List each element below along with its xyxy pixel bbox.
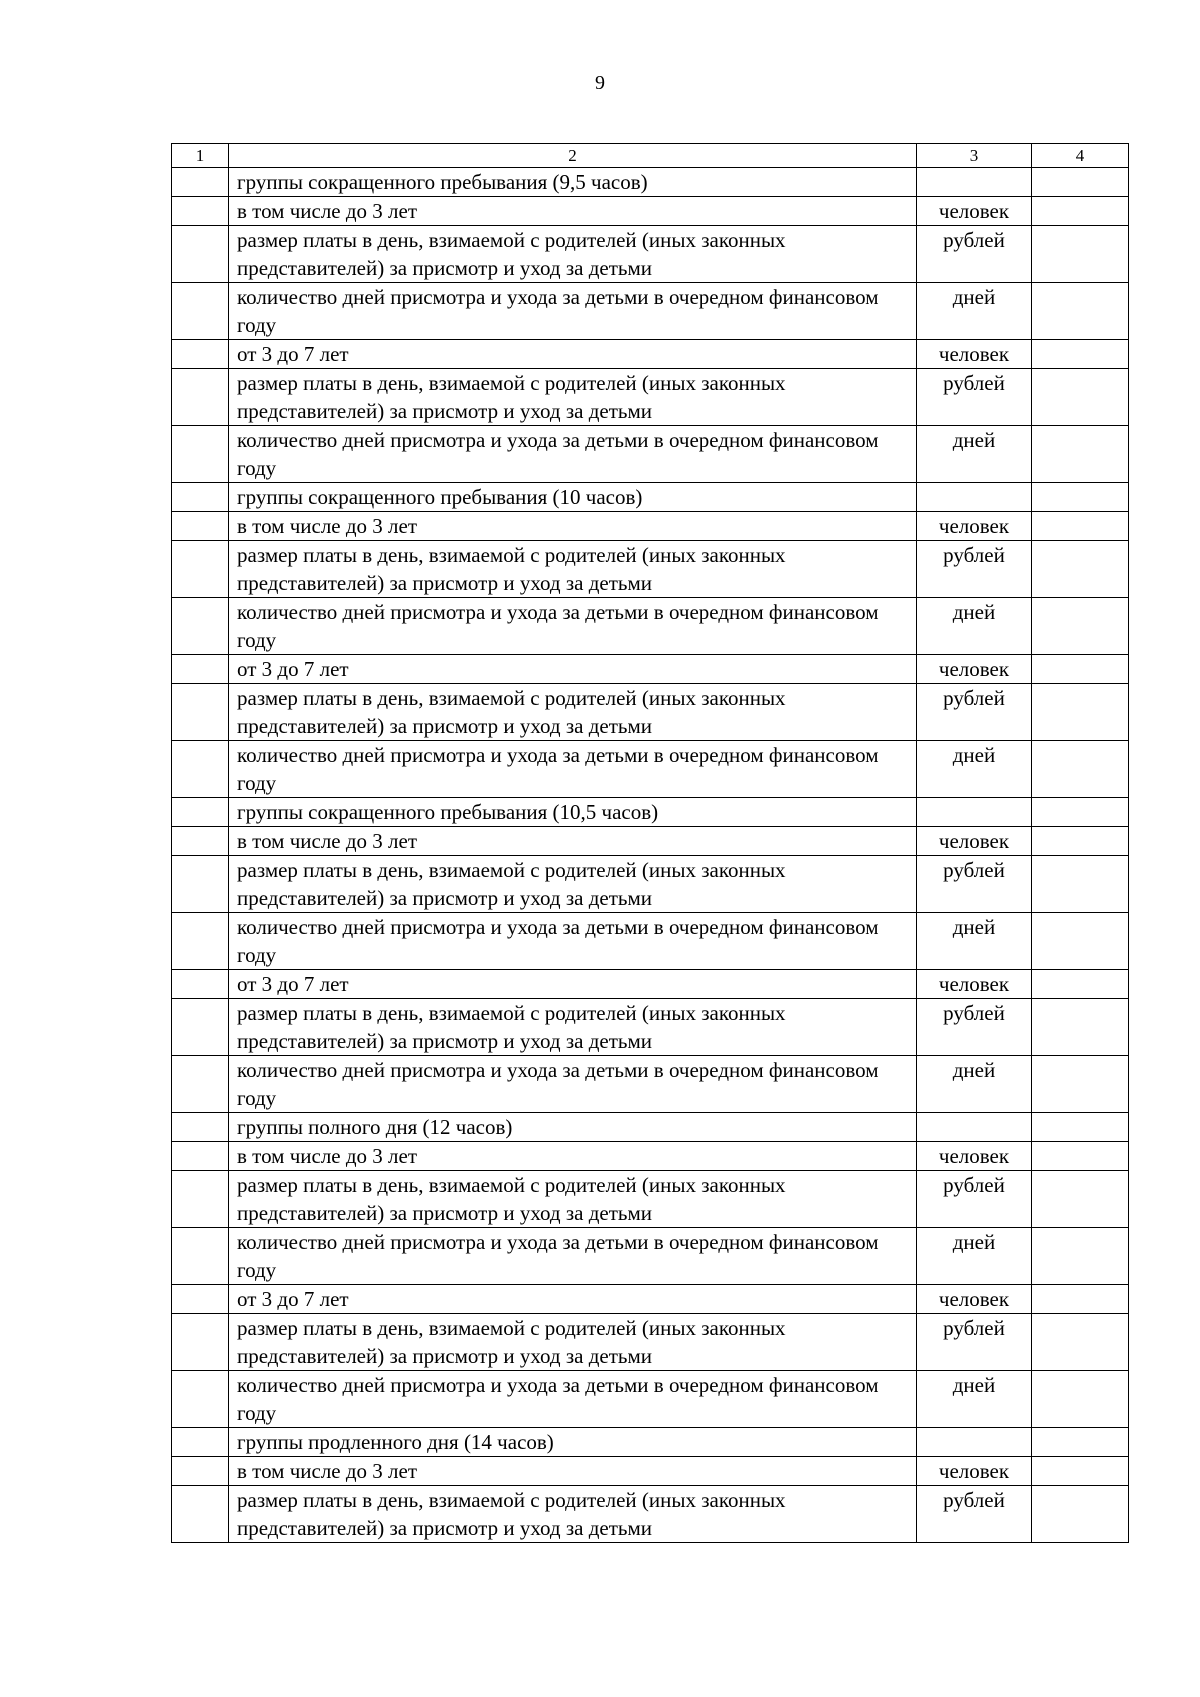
row-unit-cell [917, 798, 1032, 827]
row-value-cell [1032, 1113, 1129, 1142]
table-row [172, 168, 1129, 197]
row-value-cell [1032, 541, 1129, 598]
row-unit-cell: дней [917, 1056, 1032, 1113]
row-number-cell [172, 970, 229, 999]
row-description-cell: размер платы в день, взимаемой с родителей (иных законных представителей) за присмотр и уход за детьми [229, 1171, 917, 1228]
row-description-cell: в том числе до 3 лет [229, 1457, 917, 1486]
row-description-cell: количество дней присмотра и ухода за детьми в очередном финансовом году [229, 741, 917, 798]
table-row [172, 827, 1129, 856]
table-row [172, 970, 1129, 999]
row-unit-cell [917, 1113, 1032, 1142]
row-description-cell: от 3 до 7 лет [229, 340, 917, 369]
row-value-cell [1032, 684, 1129, 741]
table-row [172, 655, 1129, 684]
row-number-cell [172, 655, 229, 684]
row-number-cell [172, 798, 229, 827]
table-row [172, 913, 1129, 970]
row-description-cell: от 3 до 7 лет [229, 970, 917, 999]
row-number-cell [172, 426, 229, 483]
table-row [172, 856, 1129, 913]
table-row [172, 483, 1129, 512]
row-number-cell [172, 856, 229, 913]
row-description-cell: группы сокращенного пребывания (10,5 часов) [229, 798, 917, 827]
row-description-cell: количество дней присмотра и ухода за детьми в очередном финансовом году [229, 913, 917, 970]
row-value-cell [1032, 1314, 1129, 1371]
row-unit-cell: человек [917, 1457, 1032, 1486]
row-number-cell [172, 1314, 229, 1371]
row-description-cell: размер платы в день, взимаемой с родителей (иных законных представителей) за присмотр и уход за детьми [229, 541, 917, 598]
table-row [172, 283, 1129, 340]
row-value-cell [1032, 369, 1129, 426]
row-number-cell [172, 1142, 229, 1171]
table-row [172, 598, 1129, 655]
row-unit-cell: человек [917, 827, 1032, 856]
row-value-cell [1032, 483, 1129, 512]
row-value-cell [1032, 1228, 1129, 1285]
table-row [172, 1142, 1129, 1171]
row-description-cell: группы продленного дня (14 часов) [229, 1428, 917, 1457]
table-row [172, 1457, 1129, 1486]
row-description-cell: количество дней присмотра и ухода за детьми в очередном финансовом году [229, 1228, 917, 1285]
row-value-cell [1032, 426, 1129, 483]
table-body [172, 144, 1129, 1543]
row-number-cell [172, 541, 229, 598]
row-value-cell [1032, 856, 1129, 913]
row-number-cell [172, 598, 229, 655]
row-description-cell: размер платы в день, взимаемой с родителей (иных законных представителей) за присмотр и уход за детьми [229, 1486, 917, 1543]
row-value-cell [1032, 598, 1129, 655]
row-description-cell: в том числе до 3 лет [229, 1142, 917, 1171]
table-row [172, 1056, 1129, 1113]
row-number-cell [172, 1171, 229, 1228]
row-unit-cell: рублей [917, 1486, 1032, 1543]
row-number-cell [172, 1113, 229, 1142]
row-value-cell [1032, 226, 1129, 283]
row-value-cell [1032, 340, 1129, 369]
row-number-cell [172, 1056, 229, 1113]
row-unit-cell: человек [917, 512, 1032, 541]
table-row [172, 226, 1129, 283]
row-unit-cell: рублей [917, 1171, 1032, 1228]
table-row [172, 1228, 1129, 1285]
table-row [172, 1113, 1129, 1142]
row-value-cell [1032, 827, 1129, 856]
row-value-cell [1032, 197, 1129, 226]
table-row [172, 1428, 1129, 1457]
row-value-cell [1032, 798, 1129, 827]
page-number: 9 [595, 72, 605, 94]
row-description-cell: группы полного дня (12 часов) [229, 1113, 917, 1142]
row-number-cell [172, 1486, 229, 1543]
row-value-cell [1032, 1056, 1129, 1113]
data-table [171, 143, 1129, 1543]
row-unit-cell: дней [917, 741, 1032, 798]
table-row [172, 1314, 1129, 1371]
row-number-cell [172, 999, 229, 1056]
row-unit-cell: рублей [917, 369, 1032, 426]
row-unit-cell: рублей [917, 226, 1032, 283]
row-description-cell: группы сокращенного пребывания (9,5 часов) [229, 168, 917, 197]
row-description-cell: количество дней присмотра и ухода за детьми в очередном финансовом году [229, 1371, 917, 1428]
header-col-4: 4 [1032, 144, 1129, 168]
row-description-cell: размер платы в день, взимаемой с родителей (иных законных представителей) за присмотр и уход за детьми [229, 999, 917, 1056]
row-unit-cell: рублей [917, 541, 1032, 598]
row-number-cell [172, 226, 229, 283]
table-row [172, 999, 1129, 1056]
table-row [172, 684, 1129, 741]
table-row [172, 1285, 1129, 1314]
table-row [172, 1171, 1129, 1228]
row-description-cell: количество дней присмотра и ухода за детьми в очередном финансовом году [229, 598, 917, 655]
row-unit-cell: рублей [917, 856, 1032, 913]
row-value-cell [1032, 655, 1129, 684]
row-number-cell [172, 827, 229, 856]
row-number-cell [172, 369, 229, 426]
row-value-cell [1032, 913, 1129, 970]
table-row [172, 798, 1129, 827]
row-value-cell [1032, 168, 1129, 197]
row-description-cell: размер платы в день, взимаемой с родителей (иных законных представителей) за присмотр и уход за детьми [229, 1314, 917, 1371]
row-unit-cell [917, 168, 1032, 197]
row-unit-cell: дней [917, 1228, 1032, 1285]
row-unit-cell: рублей [917, 999, 1032, 1056]
row-description-cell: количество дней присмотра и ухода за детьми в очередном финансовом году [229, 426, 917, 483]
row-description-cell: размер платы в день, взимаемой с родителей (иных законных представителей) за присмотр и уход за детьми [229, 684, 917, 741]
row-description-cell: в том числе до 3 лет [229, 197, 917, 226]
row-number-cell [172, 512, 229, 541]
table-header-row [172, 144, 1129, 168]
row-number-cell [172, 1457, 229, 1486]
row-value-cell [1032, 1285, 1129, 1314]
row-description-cell: в том числе до 3 лет [229, 512, 917, 541]
row-unit-cell: человек [917, 1142, 1032, 1171]
row-unit-cell: человек [917, 197, 1032, 226]
row-value-cell [1032, 970, 1129, 999]
row-description-cell: количество дней присмотра и ухода за детьми в очередном финансовом году [229, 283, 917, 340]
row-description-cell: размер платы в день, взимаемой с родителей (иных законных представителей) за присмотр и уход за детьми [229, 856, 917, 913]
table-row [172, 741, 1129, 798]
table-row [172, 369, 1129, 426]
row-unit-cell: рублей [917, 1314, 1032, 1371]
row-number-cell [172, 1228, 229, 1285]
row-unit-cell: дней [917, 426, 1032, 483]
row-unit-cell: дней [917, 283, 1032, 340]
table-row [172, 541, 1129, 598]
row-number-cell [172, 340, 229, 369]
table-row [172, 426, 1129, 483]
row-description-cell: от 3 до 7 лет [229, 655, 917, 684]
row-number-cell [172, 197, 229, 226]
row-description-cell: размер платы в день, взимаемой с родителей (иных законных представителей) за присмотр и уход за детьми [229, 226, 917, 283]
row-unit-cell: человек [917, 1285, 1032, 1314]
table-row [172, 512, 1129, 541]
row-value-cell [1032, 1486, 1129, 1543]
header-col-3: 3 [917, 144, 1032, 168]
row-value-cell [1032, 741, 1129, 798]
row-number-cell [172, 1428, 229, 1457]
row-unit-cell [917, 1428, 1032, 1457]
row-description-cell: группы сокращенного пребывания (10 часов) [229, 483, 917, 512]
row-unit-cell [917, 483, 1032, 512]
row-number-cell [172, 913, 229, 970]
row-unit-cell: человек [917, 655, 1032, 684]
row-unit-cell: рублей [917, 684, 1032, 741]
table-row [172, 197, 1129, 226]
row-description-cell: в том числе до 3 лет [229, 827, 917, 856]
header-col-2: 2 [229, 144, 917, 168]
row-unit-cell: дней [917, 913, 1032, 970]
row-number-cell [172, 1371, 229, 1428]
row-number-cell [172, 684, 229, 741]
row-number-cell [172, 483, 229, 512]
row-number-cell [172, 168, 229, 197]
row-description-cell: количество дней присмотра и ухода за детьми в очередном финансовом году [229, 1056, 917, 1113]
row-description-cell: от 3 до 7 лет [229, 1285, 917, 1314]
row-description-cell: размер платы в день, взимаемой с родителей (иных законных представителей) за присмотр и уход за детьми [229, 369, 917, 426]
row-unit-cell: дней [917, 1371, 1032, 1428]
row-unit-cell: человек [917, 340, 1032, 369]
table-row [172, 340, 1129, 369]
row-value-cell [1032, 512, 1129, 541]
row-number-cell [172, 1285, 229, 1314]
row-number-cell [172, 741, 229, 798]
header-col-1: 1 [172, 144, 229, 168]
row-value-cell [1032, 1371, 1129, 1428]
row-value-cell [1032, 1457, 1129, 1486]
row-unit-cell: человек [917, 970, 1032, 999]
row-unit-cell: дней [917, 598, 1032, 655]
row-value-cell [1032, 999, 1129, 1056]
row-number-cell [172, 283, 229, 340]
row-value-cell [1032, 283, 1129, 340]
row-value-cell [1032, 1171, 1129, 1228]
table-row [172, 1371, 1129, 1428]
table-row [172, 1486, 1129, 1543]
row-value-cell [1032, 1428, 1129, 1457]
row-value-cell [1032, 1142, 1129, 1171]
